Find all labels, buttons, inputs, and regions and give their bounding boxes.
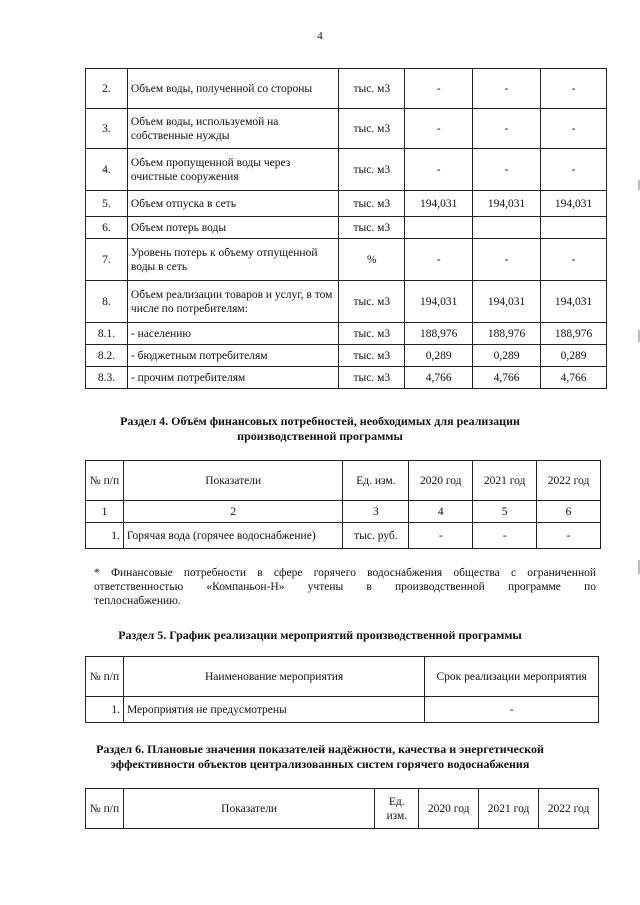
index-cell: 3 bbox=[343, 501, 409, 523]
activities-schedule-table bbox=[85, 656, 599, 723]
table-row bbox=[86, 345, 607, 367]
row-number: 1. bbox=[86, 523, 124, 549]
row-2021: 194,031 bbox=[473, 191, 541, 217]
index-cell: 1 bbox=[86, 501, 124, 523]
section4-title: Раздел 4. Объём финансовых потребностей, необходимых для реализации производственной программы bbox=[120, 414, 520, 443]
index-cell: 2 bbox=[123, 501, 343, 523]
row-2022: - bbox=[541, 109, 607, 149]
table-row bbox=[86, 217, 607, 239]
row-name: Объем пропущенной воды через очистные сооружения bbox=[127, 149, 338, 191]
row-number: 4. bbox=[86, 149, 128, 191]
row-unit: тыс. м3 bbox=[339, 191, 405, 217]
row-number: 8.3. bbox=[86, 367, 128, 389]
header-2022: 2022 год bbox=[537, 461, 601, 501]
table-row bbox=[86, 191, 607, 217]
row-2020: - bbox=[405, 69, 473, 109]
header-n: № п/п bbox=[86, 657, 124, 697]
row-2022: 194,031 bbox=[541, 281, 607, 323]
row-2020 bbox=[405, 217, 473, 239]
row-2021: 0,289 bbox=[473, 345, 541, 367]
table-index-row bbox=[86, 501, 601, 523]
row-unit: тыс. руб. bbox=[343, 523, 409, 549]
row-number: 1. bbox=[86, 697, 124, 723]
row-2021: - bbox=[473, 69, 541, 109]
row-unit: тыс. м3 bbox=[339, 345, 405, 367]
table-row bbox=[86, 697, 599, 723]
table-header-row bbox=[86, 657, 599, 697]
row-number: 6. bbox=[86, 217, 128, 239]
row-name: Объем отпуска в сеть bbox=[127, 191, 338, 217]
row-unit: тыс. м3 bbox=[339, 69, 405, 109]
row-2022: - bbox=[537, 523, 601, 549]
table-header-row bbox=[86, 789, 599, 829]
header-2021: 2021 год bbox=[473, 461, 537, 501]
page-number: 4 bbox=[317, 30, 323, 42]
row-unit: тыс. м3 bbox=[339, 323, 405, 345]
row-2021: - bbox=[473, 523, 537, 549]
row-2020: 188,976 bbox=[405, 323, 473, 345]
row-2021 bbox=[473, 217, 541, 239]
table-row bbox=[86, 523, 601, 549]
row-number: 2. bbox=[86, 69, 128, 109]
header-2022: 2022 год bbox=[539, 789, 599, 829]
header-unit: Ед. изм. bbox=[343, 461, 409, 501]
row-2020: 4,766 bbox=[405, 367, 473, 389]
row-2020: 194,031 bbox=[405, 191, 473, 217]
row-number: 3. bbox=[86, 109, 128, 149]
table-row bbox=[86, 239, 607, 281]
header-2020: 2020 год bbox=[419, 789, 479, 829]
table-row bbox=[86, 149, 607, 191]
row-2022: - bbox=[541, 69, 607, 109]
financial-needs-table bbox=[85, 460, 601, 549]
row-2021: 194,031 bbox=[473, 281, 541, 323]
table-row bbox=[86, 109, 607, 149]
row-2020: - bbox=[405, 239, 473, 281]
section6-title: Раздел 6. Плановые значения показателей надёжности, качества и энергетической эффективности объектов централизованных систем горячего водоснабжения bbox=[96, 742, 544, 771]
row-number: 8.2. bbox=[86, 345, 128, 367]
index-cell: 5 bbox=[473, 501, 537, 523]
row-name: Объем воды, полученной со стороны bbox=[127, 69, 338, 109]
row-activity: Мероприятия не предусмотрены bbox=[123, 697, 424, 723]
row-2021: 188,976 bbox=[473, 323, 541, 345]
water-volume-table bbox=[85, 68, 607, 389]
row-2021: - bbox=[473, 149, 541, 191]
row-2022: 4,766 bbox=[541, 367, 607, 389]
header-name: Показатели bbox=[123, 461, 343, 501]
section5-title: Раздел 5. График реализации мероприятий производственной программы bbox=[118, 628, 522, 642]
row-term: - bbox=[425, 697, 599, 723]
index-cell: 6 bbox=[537, 501, 601, 523]
header-n: № п/п bbox=[86, 789, 124, 829]
row-unit: тыс. м3 bbox=[339, 281, 405, 323]
index-cell: 4 bbox=[409, 501, 473, 523]
row-unit: % bbox=[339, 239, 405, 281]
row-name: Объем потерь воды bbox=[127, 217, 338, 239]
row-name: - бюджетным потребителям bbox=[127, 345, 338, 367]
row-2021: 4,766 bbox=[473, 367, 541, 389]
table-row bbox=[86, 281, 607, 323]
row-number: 8.1. bbox=[86, 323, 128, 345]
table-row bbox=[86, 367, 607, 389]
header-name: Показатели bbox=[123, 789, 374, 829]
row-2022: 188,976 bbox=[541, 323, 607, 345]
header-unit: Ед. изм. bbox=[375, 789, 419, 829]
table-row bbox=[86, 69, 607, 109]
header-2020: 2020 год bbox=[409, 461, 473, 501]
header-2021: 2021 год bbox=[479, 789, 539, 829]
header-term: Срок реализации мероприятия bbox=[425, 657, 599, 697]
row-name: - населению bbox=[127, 323, 338, 345]
row-2022: 0,289 bbox=[541, 345, 607, 367]
row-number: 5. bbox=[86, 191, 128, 217]
row-2020: - bbox=[405, 109, 473, 149]
row-2022: - bbox=[541, 239, 607, 281]
row-name: Горячая вода (горячее водоснабжение) bbox=[123, 523, 343, 549]
header-activity-name: Наименование мероприятия bbox=[123, 657, 424, 697]
row-unit: тыс. м3 bbox=[339, 217, 405, 239]
row-name: - прочим потребителям bbox=[127, 367, 338, 389]
row-2020: 194,031 bbox=[405, 281, 473, 323]
table-header-row bbox=[86, 461, 601, 501]
row-unit: тыс. м3 bbox=[339, 149, 405, 191]
row-2020: - bbox=[409, 523, 473, 549]
row-number: 7. bbox=[86, 239, 128, 281]
row-unit: тыс. м3 bbox=[339, 109, 405, 149]
header-n: № п/п bbox=[86, 461, 124, 501]
row-2020: - bbox=[405, 149, 473, 191]
row-2022: 194,031 bbox=[541, 191, 607, 217]
row-2022 bbox=[541, 217, 607, 239]
row-name: Объем воды, используемой на собственные нужды bbox=[127, 109, 338, 149]
row-2021: - bbox=[473, 239, 541, 281]
row-name: Объем реализации товаров и услуг, в том числе по потребителям: bbox=[127, 281, 338, 323]
table-row bbox=[86, 323, 607, 345]
row-unit: тыс. м3 bbox=[339, 367, 405, 389]
row-2020: 0,289 bbox=[405, 345, 473, 367]
row-name: Уровень потерь к объему отпущенной воды в сеть bbox=[127, 239, 338, 281]
row-2021: - bbox=[473, 109, 541, 149]
reliability-indicators-table bbox=[85, 788, 599, 829]
row-number: 8. bbox=[86, 281, 128, 323]
footnote: * Финансовые потребности в сфере горячего водоснабжения общества с ограниченной ответственностью «Компаньон-Н» учтены в производственной программе по теплоснабжению. bbox=[94, 567, 596, 607]
row-2022: - bbox=[541, 149, 607, 191]
